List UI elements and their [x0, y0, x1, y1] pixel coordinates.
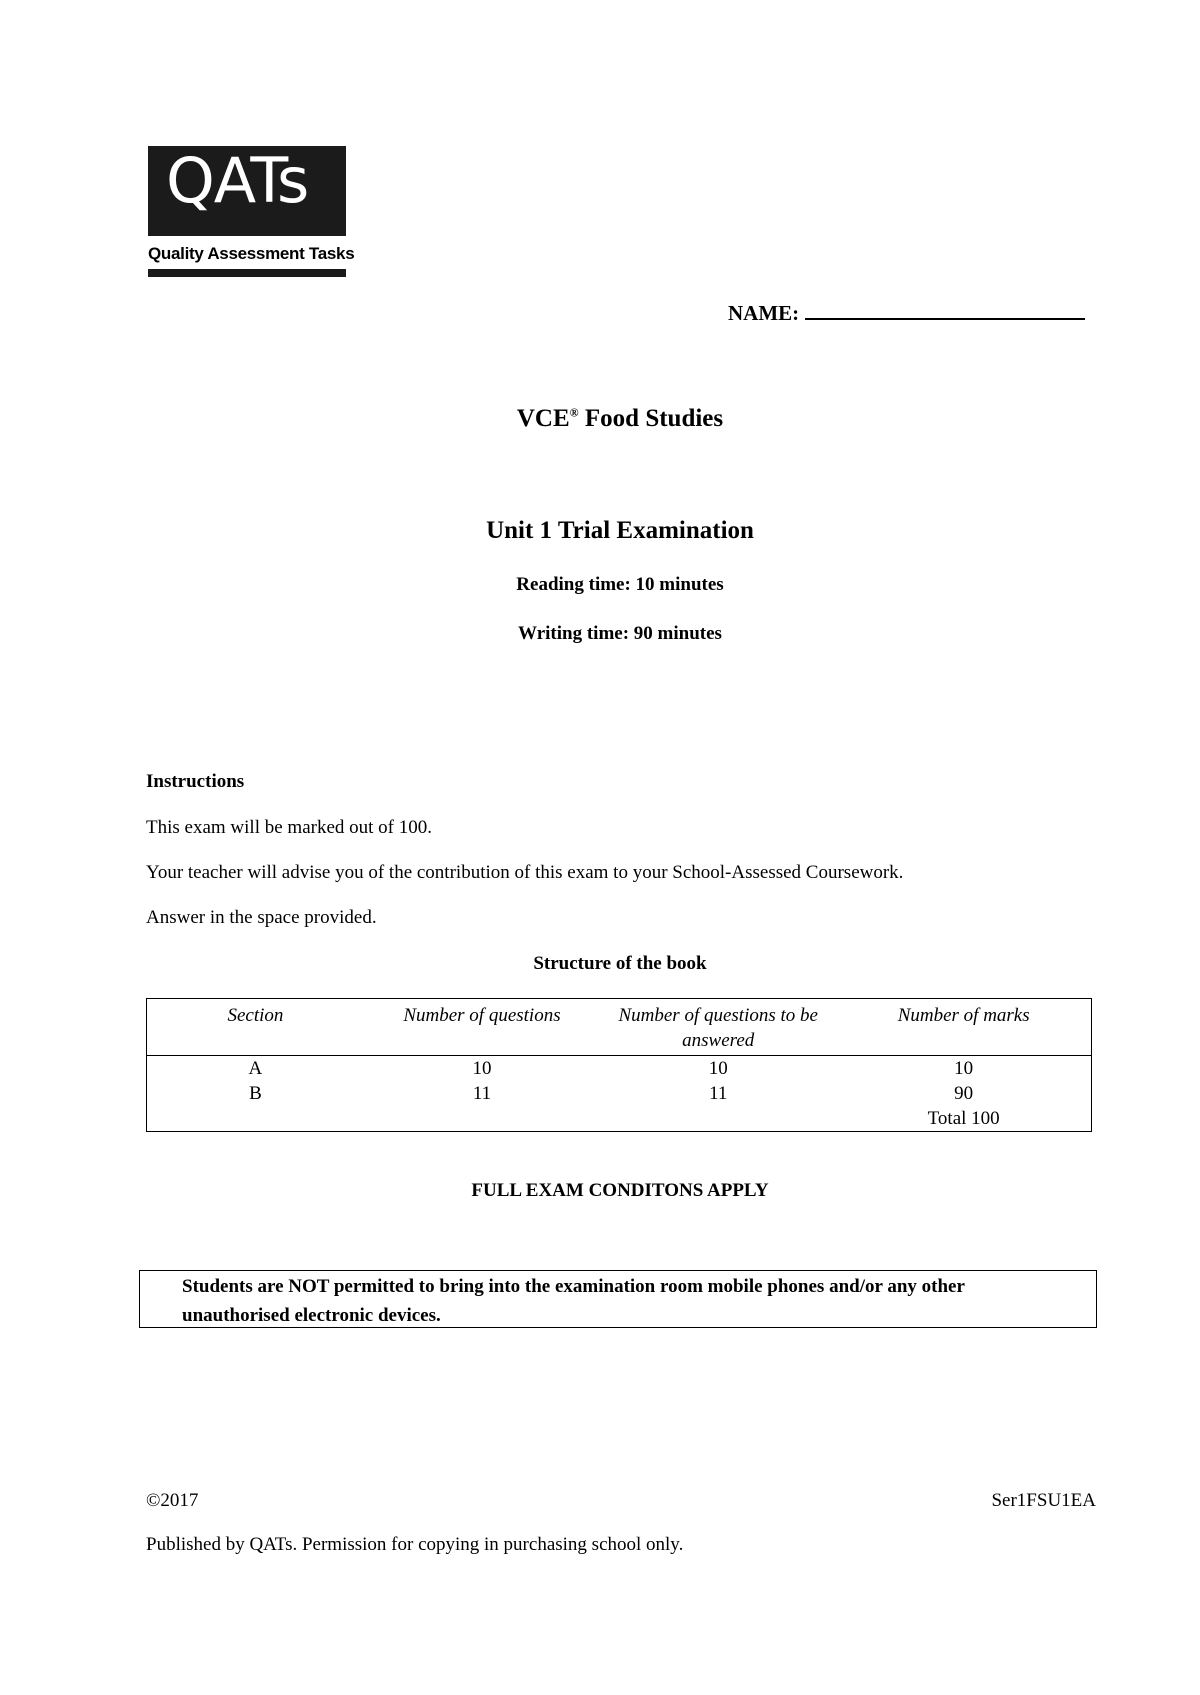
instructions-heading: Instructions [146, 771, 245, 792]
table-cell-total: Total 100 [836, 1106, 1091, 1132]
course-name-rest: Food Studies [578, 405, 724, 432]
column-header-marks: Number of marks [836, 999, 1091, 1056]
copyright: ©2017 [146, 1490, 199, 1511]
name-input-line[interactable] [805, 300, 1085, 320]
table-row [147, 1106, 1092, 1132]
table-header-row [147, 999, 1092, 1056]
qats-logo [148, 144, 355, 277]
logo-tagline: Quality Assessment Tasks [148, 244, 355, 263]
logo-mark [148, 146, 346, 236]
devices-notice: Students are NOT permitted to bring into the examination room mobile phones and/or any other unauthorised electronic devices. [139, 1270, 1097, 1328]
publisher-note: Published by QATs. Permission for copying in purchasing school only. [146, 1534, 684, 1555]
column-header-section: Section [147, 999, 364, 1056]
exam-conditions: FULL EXAM CONDITONS APPLY [471, 1180, 769, 1201]
table-cell [364, 1106, 600, 1132]
exam-title: Unit 1 Trial Examination [486, 517, 754, 544]
table-cell: B [147, 1081, 364, 1106]
writing-time: Writing time: 90 minutes [518, 623, 722, 644]
name-field[interactable] [728, 300, 1085, 326]
table-cell: 11 [709, 1083, 728, 1104]
column-header-questions-answered: Number of questions to be answered [600, 999, 836, 1056]
course-title [0, 405, 1200, 433]
document-code: Ser1FSU1EA [991, 1490, 1096, 1511]
table-cell: 10 [708, 1058, 728, 1079]
table-cell: 10 [836, 1056, 1091, 1082]
logo-underline [148, 269, 346, 277]
registered-mark: ® [569, 405, 579, 420]
column-header-questions: Number of questions [364, 999, 600, 1056]
course-name: VCE [516, 405, 570, 432]
table-cell [600, 1106, 836, 1132]
logo-mark-text: QATs [166, 144, 309, 217]
table-cell: 11 [472, 1083, 492, 1104]
structure-table [146, 998, 1092, 1132]
name-label: NAME: [728, 301, 800, 325]
table-row [147, 1081, 1092, 1106]
table-cell: 10 [472, 1058, 492, 1079]
table-row [147, 1056, 1092, 1082]
reading-time: Reading time: 10 minutes [516, 574, 724, 595]
table-cell: A [147, 1056, 364, 1082]
table-cell [147, 1106, 364, 1132]
table-cell: 90 [836, 1081, 1091, 1106]
structure-heading: Structure of the book [533, 953, 707, 974]
instruction-line: Answer in the space provided. [146, 907, 377, 928]
instruction-line: Your teacher will advise you of the contribution of this exam to your School-Assessed Coursework. [146, 862, 904, 883]
instruction-line: This exam will be marked out of 100. [146, 817, 432, 838]
